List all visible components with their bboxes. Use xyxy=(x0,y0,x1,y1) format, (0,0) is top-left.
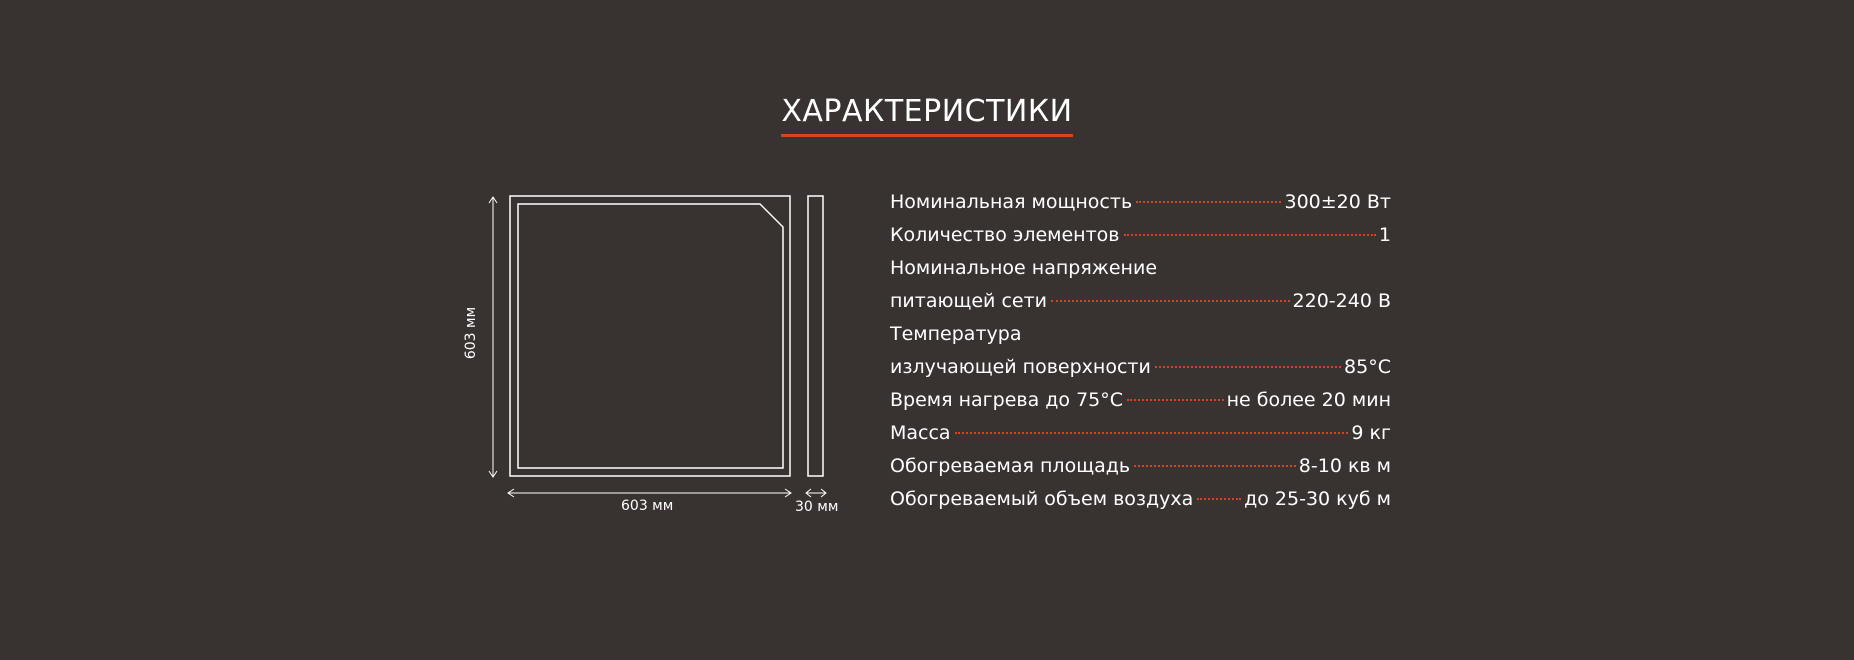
panel-dimension-drawing xyxy=(455,185,855,525)
panel-side-view xyxy=(808,196,823,476)
spec-row-power xyxy=(890,186,1391,219)
spec-name-line1: Номинальное напряжение xyxy=(890,257,1158,279)
spec-row-elements xyxy=(890,219,1391,252)
panel-front-outer xyxy=(510,196,790,476)
dot-leader xyxy=(955,432,1349,434)
dot-leader xyxy=(1124,234,1376,236)
dot-leader xyxy=(1134,465,1296,467)
spec-row-heating-time xyxy=(890,384,1391,417)
width-label: 603 мм xyxy=(621,498,674,514)
spec-name: Количество элементов xyxy=(890,224,1120,246)
spec-value: 8-10 кв м xyxy=(1298,455,1391,477)
spec-row-temperature-heading xyxy=(890,318,1391,351)
dot-leader xyxy=(1051,300,1290,302)
spec-value: до 25-30 куб м xyxy=(1244,488,1391,510)
spec-name: излучающей поверхности xyxy=(890,356,1151,378)
spec-value: 300±20 Вт xyxy=(1284,191,1391,213)
spec-name-line1: Температура xyxy=(890,323,1022,345)
spec-name: Время нагрева до 75°С xyxy=(890,389,1124,411)
spec-value: не более 20 мин xyxy=(1226,389,1391,411)
spec-name: Обогреваемый объем воздуха xyxy=(890,488,1194,510)
height-label: 603 мм xyxy=(463,306,480,360)
specs-list xyxy=(890,186,1391,516)
spec-name: Масса xyxy=(890,422,951,444)
spec-row-volume xyxy=(890,483,1391,516)
dot-leader xyxy=(1127,399,1224,401)
spec-row-temperature xyxy=(890,351,1391,384)
section-title xyxy=(0,94,1854,137)
spec-value: 1 xyxy=(1378,224,1391,246)
panel-drawing-svg xyxy=(455,185,855,525)
section-title-text: ХАРАКТЕРИСТИКИ xyxy=(781,94,1072,137)
spec-name: питающей сети xyxy=(890,290,1048,312)
spec-row-area xyxy=(890,450,1391,483)
depth-label: 30 мм xyxy=(795,499,839,515)
spec-value: 220-240 В xyxy=(1292,290,1391,312)
spec-name: Обогреваемая площадь xyxy=(890,455,1131,477)
panel-front-inner xyxy=(518,204,783,468)
dot-leader xyxy=(1155,366,1341,368)
spec-name: Номинальная мощность xyxy=(890,191,1133,213)
spec-value: 9 кг xyxy=(1351,422,1391,444)
spec-row-voltage-heading xyxy=(890,252,1391,285)
spec-row-mass xyxy=(890,417,1391,450)
dot-leader xyxy=(1136,201,1281,203)
spec-value: 85°С xyxy=(1344,356,1391,378)
spec-row-voltage xyxy=(890,285,1391,318)
dot-leader xyxy=(1197,498,1241,500)
